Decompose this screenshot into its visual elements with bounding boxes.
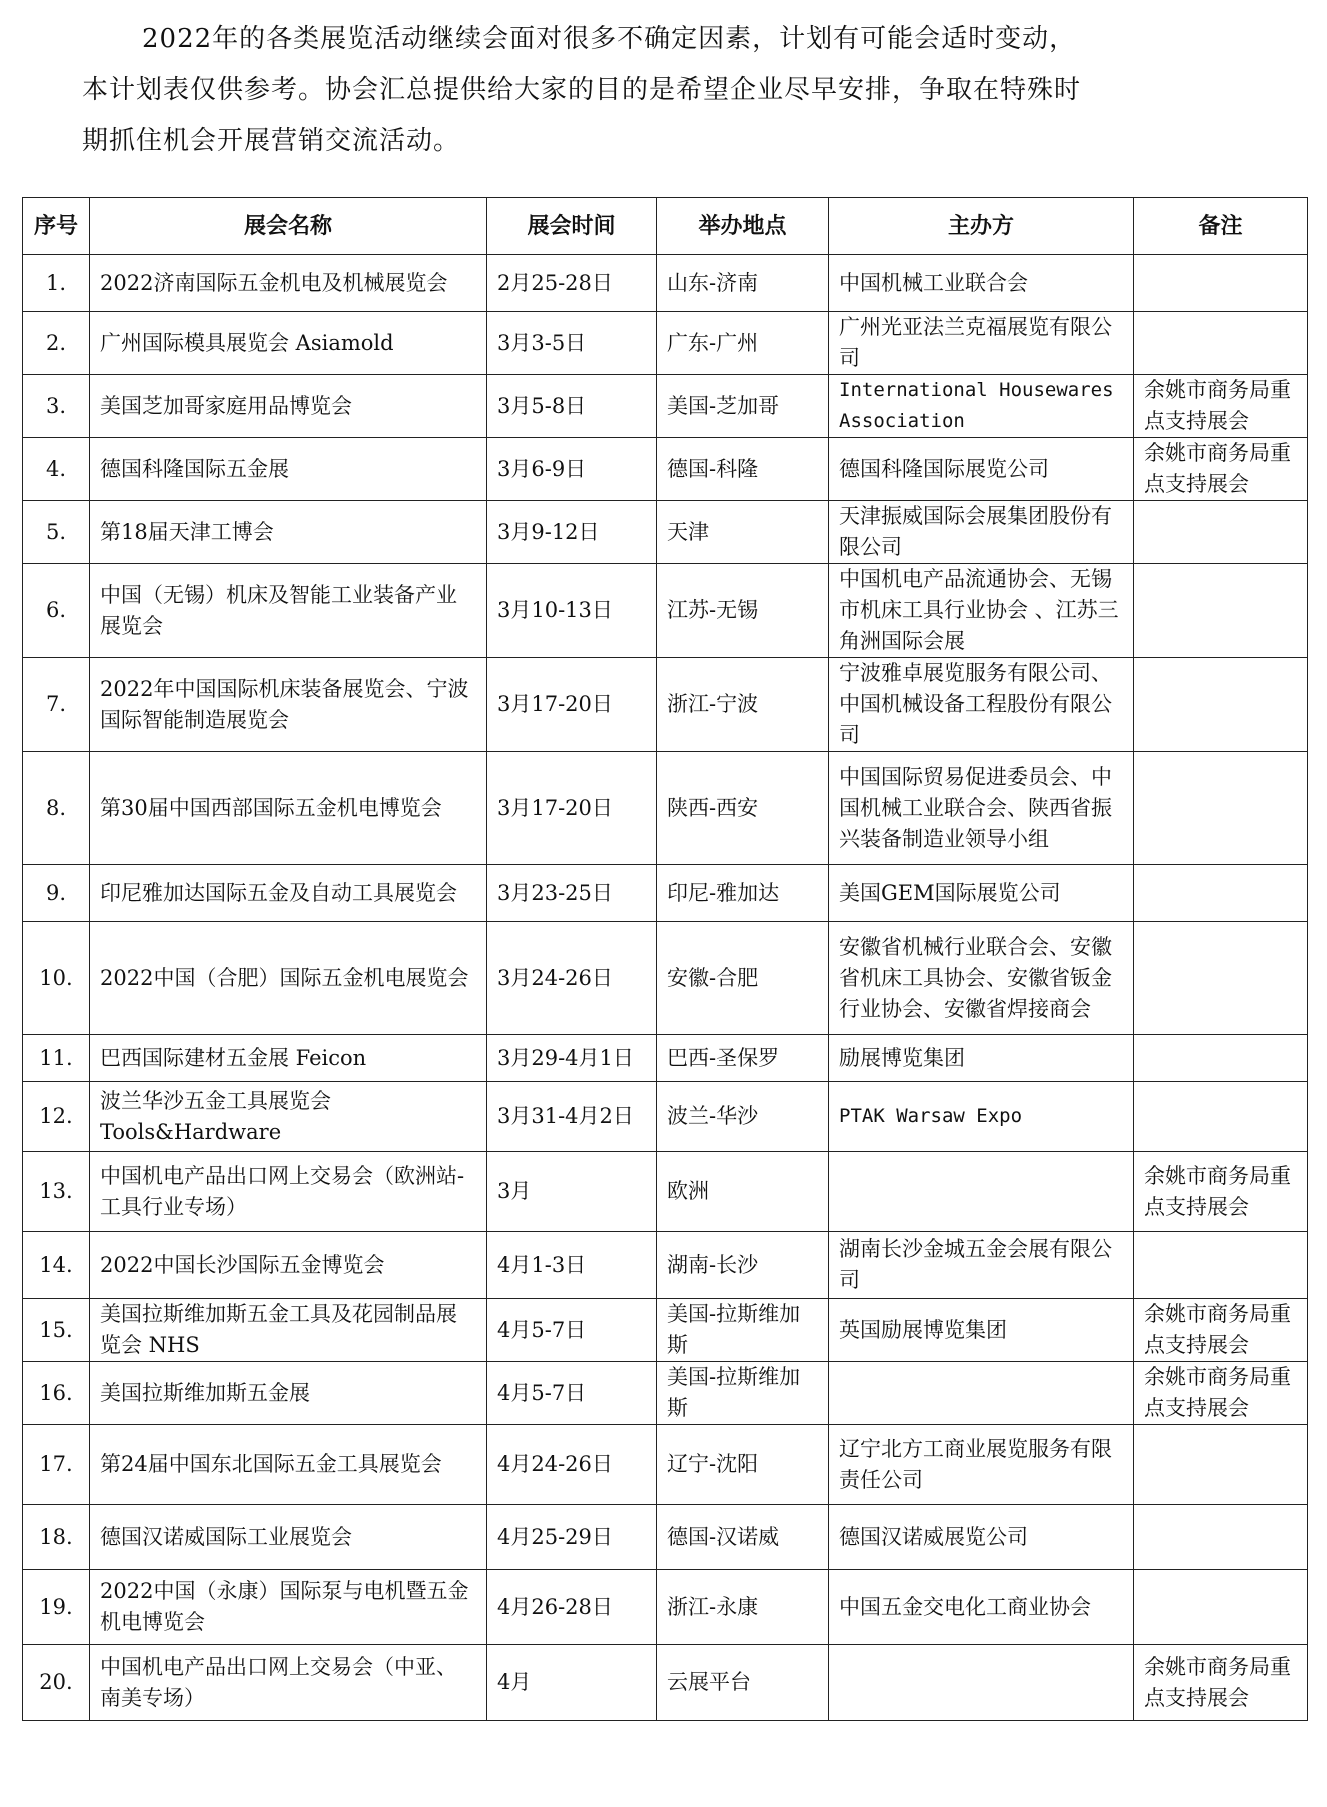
row-date: 4月 [487, 1645, 657, 1721]
row-date: 4月1-3日 [487, 1232, 657, 1299]
row-name: 2022中国（永康）国际泵与电机暨五金机电博览会 [90, 1570, 487, 1645]
row-date: 4月5-7日 [487, 1362, 657, 1425]
row-place: 美国-拉斯维加斯 [657, 1362, 829, 1425]
intro-line-2: 本计划表仅供参考。协会汇总提供给大家的目的是希望企业尽早安排，争取在特殊时 [82, 75, 1082, 105]
table-row [23, 865, 1308, 922]
row-note [1134, 1035, 1308, 1082]
row-note [1134, 312, 1308, 375]
row-num: 12. [23, 1082, 90, 1152]
row-organizer: 中国国际贸易促进委员会、中国机械工业联合会、陕西省振兴装备制造业领导小组 [829, 752, 1134, 865]
row-name: 广州国际模具展览会 Asiamold [90, 312, 487, 375]
row-place: 印尼-雅加达 [657, 865, 829, 922]
row-num: 15. [23, 1299, 90, 1362]
row-place: 山东-济南 [657, 255, 829, 312]
row-note: 余姚市商务局重点支持展会 [1134, 438, 1308, 501]
row-date: 3月17-20日 [487, 752, 657, 865]
row-name: 美国芝加哥家庭用品博览会 [90, 375, 487, 438]
row-organizer: 湖南长沙金城五金会展有限公司 [829, 1232, 1134, 1299]
row-date: 4月5-7日 [487, 1299, 657, 1362]
row-place: 浙江-永康 [657, 1570, 829, 1645]
header-date: 展会时间 [487, 198, 657, 255]
row-name: 中国机电产品出口网上交易会（欧洲站-工具行业专场） [90, 1152, 487, 1232]
table-row [23, 752, 1308, 865]
row-note: 余姚市商务局重点支持展会 [1134, 1152, 1308, 1232]
row-date: 3月17-20日 [487, 658, 657, 752]
row-date: 4月25-29日 [487, 1505, 657, 1570]
row-note [1134, 501, 1308, 564]
row-note [1134, 1505, 1308, 1570]
row-organizer: 励展博览集团 [829, 1035, 1134, 1082]
row-date: 3月31-4月2日 [487, 1082, 657, 1152]
row-note: 余姚市商务局重点支持展会 [1134, 375, 1308, 438]
row-date: 4月24-26日 [487, 1425, 657, 1505]
row-organizer: 英国励展博览集团 [829, 1299, 1134, 1362]
table-row [23, 1082, 1308, 1152]
row-note [1134, 1425, 1308, 1505]
table-row [23, 658, 1308, 752]
row-place: 湖南-长沙 [657, 1232, 829, 1299]
row-date: 4月26-28日 [487, 1570, 657, 1645]
table-row [23, 564, 1308, 658]
row-place: 江苏-无锡 [657, 564, 829, 658]
row-organizer: 美国GEM国际展览公司 [829, 865, 1134, 922]
row-date: 3月6-9日 [487, 438, 657, 501]
row-num: 19. [23, 1570, 90, 1645]
row-organizer: 中国机械工业联合会 [829, 255, 1134, 312]
row-place: 陕西-西安 [657, 752, 829, 865]
row-note: 余姚市商务局重点支持展会 [1134, 1362, 1308, 1425]
row-place: 波兰-华沙 [657, 1082, 829, 1152]
row-organizer [829, 1152, 1134, 1232]
table-row [23, 1232, 1308, 1299]
row-num: 4. [23, 438, 90, 501]
row-num: 1. [23, 255, 90, 312]
row-num: 16. [23, 1362, 90, 1425]
row-place: 德国-科隆 [657, 438, 829, 501]
row-organizer: 中国机电产品流通协会、无锡市机床工具行业协会 、江苏三角洲国际会展 [829, 564, 1134, 658]
row-place: 辽宁-沈阳 [657, 1425, 829, 1505]
table-row [23, 1425, 1308, 1505]
row-place: 安徽-合肥 [657, 922, 829, 1035]
row-date: 3月24-26日 [487, 922, 657, 1035]
row-organizer: 德国科隆国际展览公司 [829, 438, 1134, 501]
row-num: 3. [23, 375, 90, 438]
row-note [1134, 255, 1308, 312]
row-num: 2. [23, 312, 90, 375]
table-row [23, 1570, 1308, 1645]
table-row [23, 501, 1308, 564]
row-place: 巴西-圣保罗 [657, 1035, 829, 1082]
row-note [1134, 658, 1308, 752]
row-note: 余姚市商务局重点支持展会 [1134, 1299, 1308, 1362]
row-num: 14. [23, 1232, 90, 1299]
row-num: 11. [23, 1035, 90, 1082]
row-num: 10. [23, 922, 90, 1035]
table-row [23, 375, 1308, 438]
row-name: 中国（无锡）机床及智能工业装备产业展览会 [90, 564, 487, 658]
row-date: 3月 [487, 1152, 657, 1232]
intro-paragraph [82, 14, 1262, 167]
row-name: 中国机电产品出口网上交易会（中亚、南美专场） [90, 1645, 487, 1721]
row-place: 德国-汉诺威 [657, 1505, 829, 1570]
row-note [1134, 752, 1308, 865]
row-name: 巴西国际建材五金展 Feicon [90, 1035, 487, 1082]
row-note [1134, 922, 1308, 1035]
row-num: 6. [23, 564, 90, 658]
header-name: 展会名称 [90, 198, 487, 255]
row-note: 余姚市商务局重点支持展会 [1134, 1645, 1308, 1721]
row-name: 第30届中国西部国际五金机电博览会 [90, 752, 487, 865]
row-organizer: 德国汉诺威展览公司 [829, 1505, 1134, 1570]
row-date: 3月29-4月1日 [487, 1035, 657, 1082]
table-row [23, 922, 1308, 1035]
row-place: 美国-拉斯维加斯 [657, 1299, 829, 1362]
header-place: 举办地点 [657, 198, 829, 255]
row-num: 18. [23, 1505, 90, 1570]
intro-line-1: 2022年的各类展览活动继续会面对很多不确定因素，计划有可能会适时变动， [142, 24, 1077, 54]
row-name: 德国科隆国际五金展 [90, 438, 487, 501]
row-num: 8. [23, 752, 90, 865]
table-header-row [23, 198, 1308, 255]
row-name: 2022中国长沙国际五金博览会 [90, 1232, 487, 1299]
row-organizer: International Housewares Association [829, 375, 1134, 438]
row-name: 美国拉斯维加斯五金展 [90, 1362, 487, 1425]
row-organizer: 广州光亚法兰克福展览有限公司 [829, 312, 1134, 375]
row-num: 7. [23, 658, 90, 752]
row-place: 欧洲 [657, 1152, 829, 1232]
row-organizer: 安徽省机械行业联合会、安徽省机床工具协会、安徽省钣金行业协会、安徽省焊接商会 [829, 922, 1134, 1035]
row-date: 3月5-8日 [487, 375, 657, 438]
row-organizer: PTAK Warsaw Expo [829, 1082, 1134, 1152]
row-place: 天津 [657, 501, 829, 564]
row-organizer: 辽宁北方工商业展览服务有限责任公司 [829, 1425, 1134, 1505]
row-name: 美国拉斯维加斯五金工具及花园制品展览会 NHS [90, 1299, 487, 1362]
row-place: 浙江-宁波 [657, 658, 829, 752]
table-row [23, 1299, 1308, 1362]
row-num: 5. [23, 501, 90, 564]
row-organizer [829, 1362, 1134, 1425]
header-note: 备注 [1134, 198, 1308, 255]
table-row [23, 438, 1308, 501]
row-num: 9. [23, 865, 90, 922]
row-organizer: 中国五金交电化工商业协会 [829, 1570, 1134, 1645]
header-organizer: 主办方 [829, 198, 1134, 255]
row-note [1134, 865, 1308, 922]
row-note [1134, 1570, 1308, 1645]
table-row [23, 1035, 1308, 1082]
row-note [1134, 1082, 1308, 1152]
row-name: 印尼雅加达国际五金及自动工具展览会 [90, 865, 487, 922]
row-name: 2022中国（合肥）国际五金机电展览会 [90, 922, 487, 1035]
exhibition-schedule-table [22, 197, 1308, 1721]
row-name: 第18届天津工博会 [90, 501, 487, 564]
row-date: 3月3-5日 [487, 312, 657, 375]
row-place: 云展平台 [657, 1645, 829, 1721]
row-name: 德国汉诺威国际工业展览会 [90, 1505, 487, 1570]
row-organizer: 天津振威国际会展集团股份有限公司 [829, 501, 1134, 564]
header-num: 序号 [23, 198, 90, 255]
row-organizer: 宁波雅卓展览服务有限公司、中国机械设备工程股份有限公司 [829, 658, 1134, 752]
row-name: 2022济南国际五金机电及机械展览会 [90, 255, 487, 312]
row-note [1134, 1232, 1308, 1299]
row-num: 17. [23, 1425, 90, 1505]
intro-line-3: 期抓住机会开展营销交流活动。 [82, 126, 461, 156]
row-date: 3月9-12日 [487, 501, 657, 564]
row-date: 3月23-25日 [487, 865, 657, 922]
row-name: 2022年中国国际机床装备展览会、宁波国际智能制造展览会 [90, 658, 487, 752]
table-row [23, 255, 1308, 312]
row-date: 2月25-28日 [487, 255, 657, 312]
row-place: 美国-芝加哥 [657, 375, 829, 438]
table-row [23, 1645, 1308, 1721]
table-row [23, 1505, 1308, 1570]
row-name: 波兰华沙五金工具展览会 Tools&Hardware [90, 1082, 487, 1152]
row-name: 第24届中国东北国际五金工具展览会 [90, 1425, 487, 1505]
row-date: 3月10-13日 [487, 564, 657, 658]
table-row [23, 1152, 1308, 1232]
row-note [1134, 564, 1308, 658]
row-place: 广东-广州 [657, 312, 829, 375]
table-row [23, 1362, 1308, 1425]
row-num: 13. [23, 1152, 90, 1232]
row-organizer [829, 1645, 1134, 1721]
table-row [23, 312, 1308, 375]
row-num: 20. [23, 1645, 90, 1721]
